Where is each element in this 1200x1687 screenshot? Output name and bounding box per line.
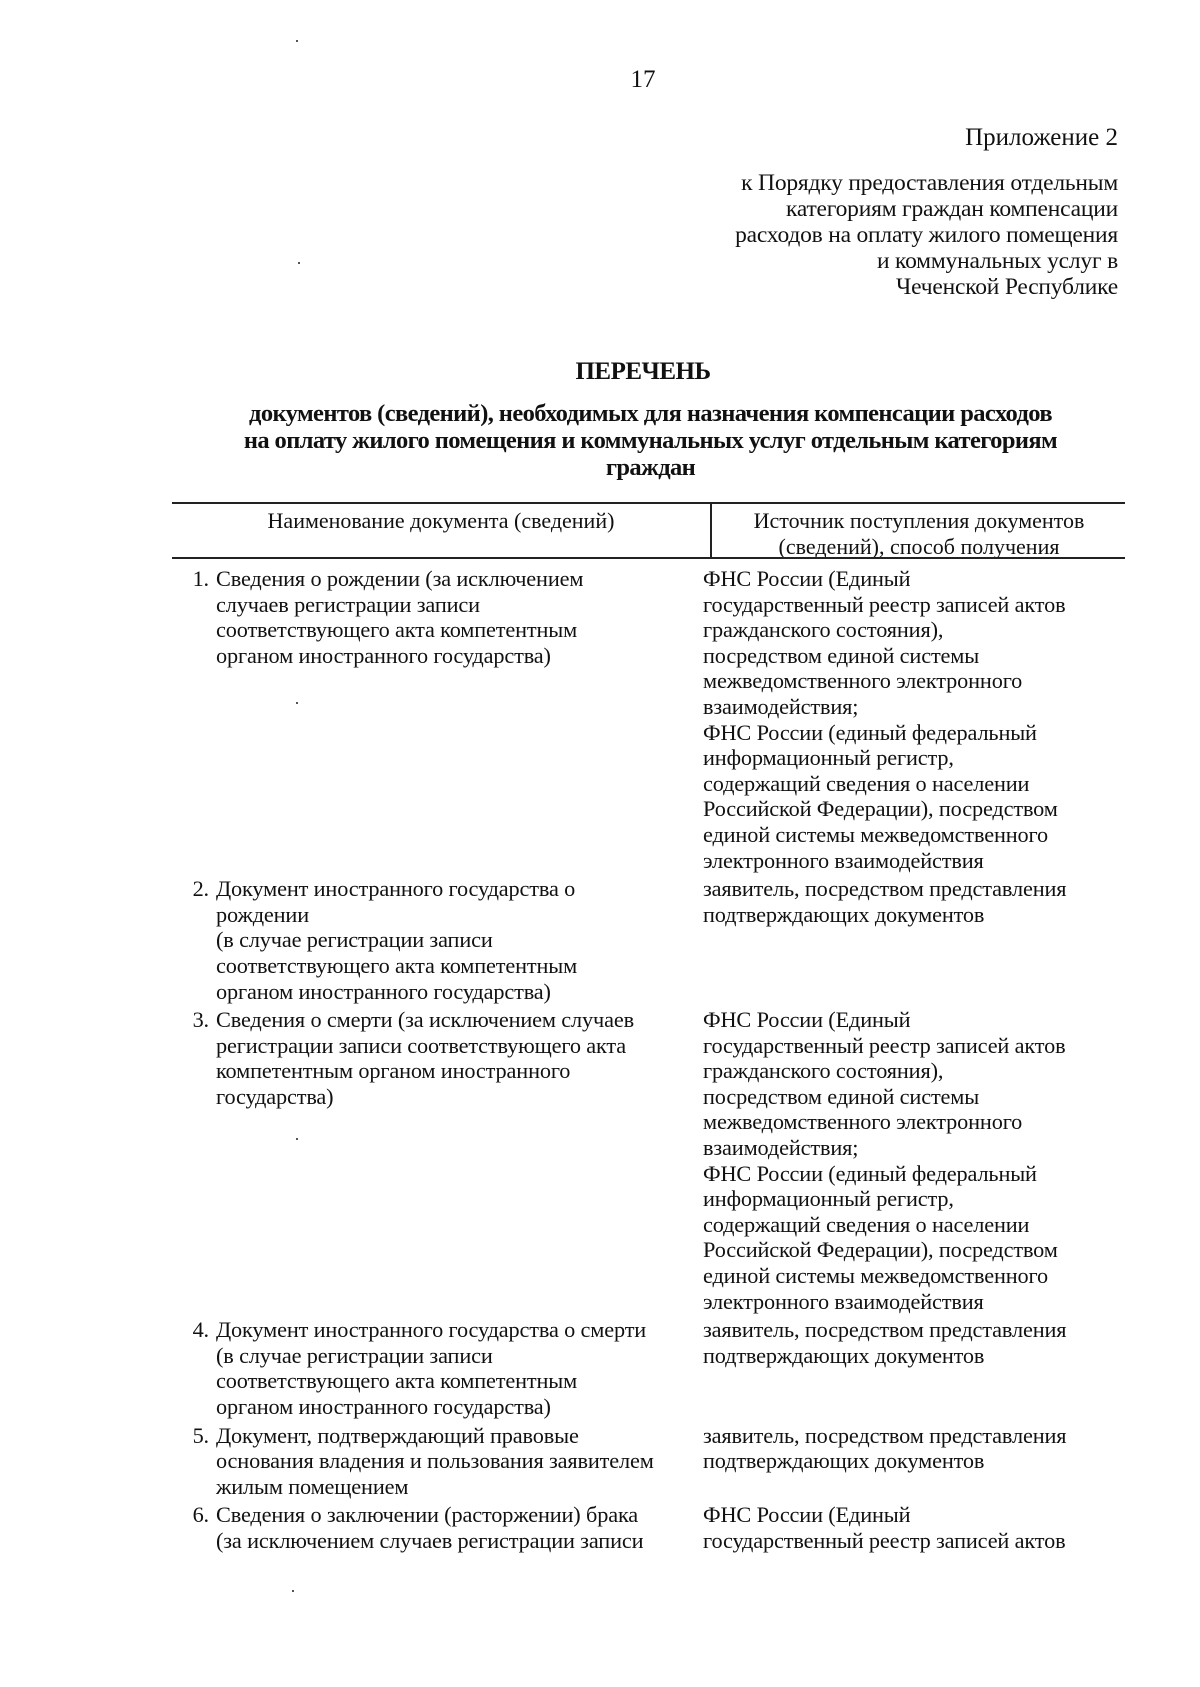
row-number: 3. bbox=[192, 1007, 209, 1033]
scan-speck bbox=[296, 40, 298, 42]
row-document: Документ иностранного государства о рождении (в случае регистрации записи соответствующего акта компетентным органом иностранного государства) bbox=[216, 876, 578, 1004]
table-row bbox=[176, 566, 1126, 873]
scan-speck bbox=[298, 262, 300, 264]
row-source: заявитель, посредством представления подтверждающих документов bbox=[703, 1422, 1067, 1474]
table-row bbox=[176, 1423, 1126, 1500]
table-top-rule bbox=[172, 502, 1125, 504]
row-document: Сведения о заключении (расторжении) брака (за исключением случаев регистрации записи bbox=[216, 1502, 644, 1553]
row-document: Документ, подтверждающий правовые основания владения и пользования заявителем жилым помещением bbox=[216, 1422, 654, 1499]
table-column-divider bbox=[710, 503, 712, 557]
appendix-label: Приложение 2 bbox=[965, 124, 1118, 151]
scan-speck bbox=[292, 1590, 294, 1592]
row-document: Сведения о смерти (за исключением случаев регистрации записи соответствующего акта компетентным органом иностранного государства) bbox=[216, 1007, 634, 1109]
table-header-rule bbox=[172, 557, 1125, 559]
row-source: ФНС России (Единый государственный реестр записей актов bbox=[703, 1502, 1066, 1553]
row-source: заявитель, посредством представления подтверждающих документов bbox=[703, 1317, 1067, 1368]
table-body bbox=[176, 566, 1126, 1554]
row-number: 5. bbox=[192, 1422, 209, 1448]
row-document: Сведения о рождении (за исключением случаев регистрации записи соответствующего акта компетентным органом иностранного государства) bbox=[216, 566, 584, 668]
appendix-subtitle: к Порядку предоставления отдельным категориям граждан компенсации расходов на оплату жилого помещения и коммунальных услуг в Чеченской Республике bbox=[735, 170, 1118, 300]
row-source: ФНС России (Единый государственный реестр записей актов гражданского состояния), посредством единой системы межведомственного электронного взаимодействия; ФНС России (единый федеральный информационный регистр, содержащий сведения о населении Российской Федерации), посредством единой системы межведомственного электронного взаимодействия bbox=[703, 1007, 1066, 1314]
table-header-document: Наименование документа (сведений) bbox=[267, 508, 615, 533]
table-header-source: Источник поступления документов (сведений), способ получения bbox=[753, 508, 1085, 559]
document-subtitle: документов (сведений), необходимых для назначения компенсации расходов на оплату жилого помещения и коммунальных услуг отдельным категориям граждан bbox=[243, 400, 1058, 481]
row-source: заявитель, посредством представления подтверждающих документов bbox=[703, 876, 1067, 927]
row-number: 6. bbox=[192, 1502, 209, 1528]
scan-speck bbox=[296, 1138, 298, 1140]
table-row bbox=[176, 876, 1126, 1004]
row-number: 2. bbox=[192, 876, 209, 902]
document-title: ПЕРЕЧЕНЬ bbox=[575, 358, 711, 385]
row-number: 1. bbox=[192, 566, 209, 591]
scan-speck bbox=[296, 702, 298, 704]
row-source: ФНС России (Единый государственный реестр записей актов гражданского состояния), посредством единой системы межведомственного электронного взаимодействия; ФНС России (единый федеральный информационный регистр, содержащий сведения о населении Российской Федерации), посредством единой системы межведомственного электронного взаимодействия bbox=[703, 566, 1066, 873]
page-number: 17 bbox=[630, 66, 656, 93]
row-document: Документ иностранного государства о смерти (в случае регистрации записи соответствующего акта компетентным органом иностранного государства) bbox=[216, 1317, 647, 1419]
table-row bbox=[176, 1502, 1126, 1553]
row-number: 4. bbox=[192, 1317, 209, 1343]
table-row bbox=[176, 1317, 1126, 1419]
table-row bbox=[176, 1007, 1126, 1314]
